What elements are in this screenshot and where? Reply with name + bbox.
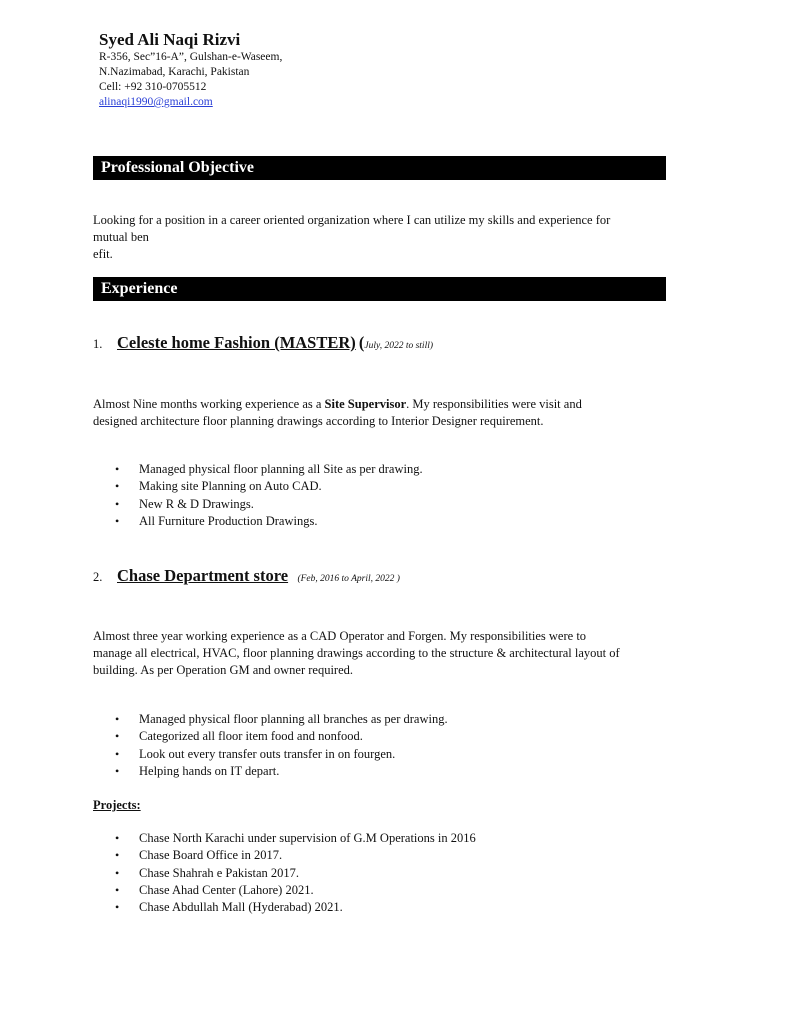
job-2-responsibilities-list [93,711,448,780]
job-title-2 [93,566,400,589]
list-item-text: Categorized all floor item food and nonfood. [139,729,363,744]
list-item [93,847,476,864]
list-item-text: Chase Board Office in 2017. [139,848,283,863]
bullet-icon: • [115,729,120,744]
dates-open-paren-1: ( [358,333,365,352]
bullet-icon: • [115,763,120,778]
list-item [93,830,476,847]
list-item-text: Chase Shahrah e Pakistan 2017. [139,865,300,880]
bullet-icon: • [115,496,120,511]
candidate-name: Syed Ali Naqi Rizvi [99,30,241,49]
job-number-1: 1. [93,337,103,351]
job-description-1-text-a: Almost Nine months working experience as a [93,397,325,411]
job-description-2 [93,628,703,679]
job-description-2-line-1: Almost three year working experience as a CAD Operator and Forgen. My responsibilities were to [93,629,587,643]
list-item [93,746,448,763]
list-item-text: Managed physical floor planning all Site as per drawing. [139,462,423,476]
list-item [93,478,423,495]
section-heading-experience: Experience [93,277,666,301]
list-item [93,513,423,530]
job-1-responsibilities-list [93,461,423,530]
bullet-icon: • [115,882,120,897]
job-number-2: 2. [93,570,103,584]
address-line-2: N.Nazimabad, Karachi, Pakistan [99,66,250,78]
job-description-1-text-b: . My responsibilities were visit and [406,397,582,411]
objective-line-2: mutual ben [93,230,149,244]
job-description-1 [93,396,703,430]
list-item [93,899,476,916]
list-item-text: All Furniture Production Drawings. [139,513,318,528]
objective-line-1: Looking for a position in a career oriented organization where I can utilize my skills and experience for [93,213,611,227]
list-item-text: Managed physical floor planning all branches as per drawing. [139,712,448,726]
objective-paragraph [93,212,703,263]
bullet-icon: • [115,513,120,528]
bullet-icon: • [115,479,120,494]
objective-line-3: efit. [93,247,113,261]
bullet-icon: • [115,865,120,880]
projects-list [93,830,476,916]
list-item [93,711,448,728]
list-item-text: New R & D Drawings. [139,496,254,511]
list-item [93,882,476,899]
list-item [93,496,423,513]
list-item [93,865,476,882]
company-name-1: Celeste home Fashion (MASTER) [117,333,356,352]
job-description-2-line-2: manage all electrical, HVAC, floor planning drawings according to the structure & architectural layout of [93,646,620,660]
bullet-icon: • [115,848,120,863]
bullet-icon: • [115,712,120,726]
list-item-text: Look out every transfer outs transfer in on fourgen. [139,746,396,761]
list-item-text: Helping hands on IT depart. [139,763,280,778]
list-item [93,728,448,745]
address-line-1: R-356, Sec”16-A”, Gulshan-e-Waseem, [99,51,283,63]
job-description-1-line-1 [93,396,703,413]
job-dates-1: July, 2022 to still) [364,341,434,351]
job-description-2-line-3: building. As per Operation GM and owner required. [93,663,354,677]
bullet-icon: • [115,831,120,845]
list-item [93,763,448,780]
contact-header [99,30,282,110]
company-name-2: Chase Department store [117,566,289,585]
projects-heading: Projects: [93,798,141,812]
section-heading-objective: Professional Objective [93,156,666,180]
list-item [93,461,423,478]
list-item-text: Chase North Karachi under supervision of G.M Operations in 2016 [139,831,476,845]
bullet-icon: • [115,462,120,476]
list-item-text: Making site Planning on Auto CAD. [139,479,322,494]
list-item-text: Chase Ahad Center (Lahore) 2021. [139,882,314,897]
job-dates-2: (Feb, 2016 to April, 2022 ) [297,574,400,584]
bullet-icon: • [115,746,120,761]
bullet-icon: • [115,900,120,915]
list-item-text: Chase Abdullah Mall (Hyderabad) 2021. [139,900,343,915]
email-link[interactable]: alinaqi1990@gmail.com [99,96,213,108]
job-description-1-line-2: designed architecture floor planning drawings according to Interior Designer requirement. [93,414,544,428]
job-role-1: Site Supervisor [324,397,407,411]
cell-number: Cell: +92 310-0705512 [99,81,207,93]
job-title-1 [93,333,433,356]
